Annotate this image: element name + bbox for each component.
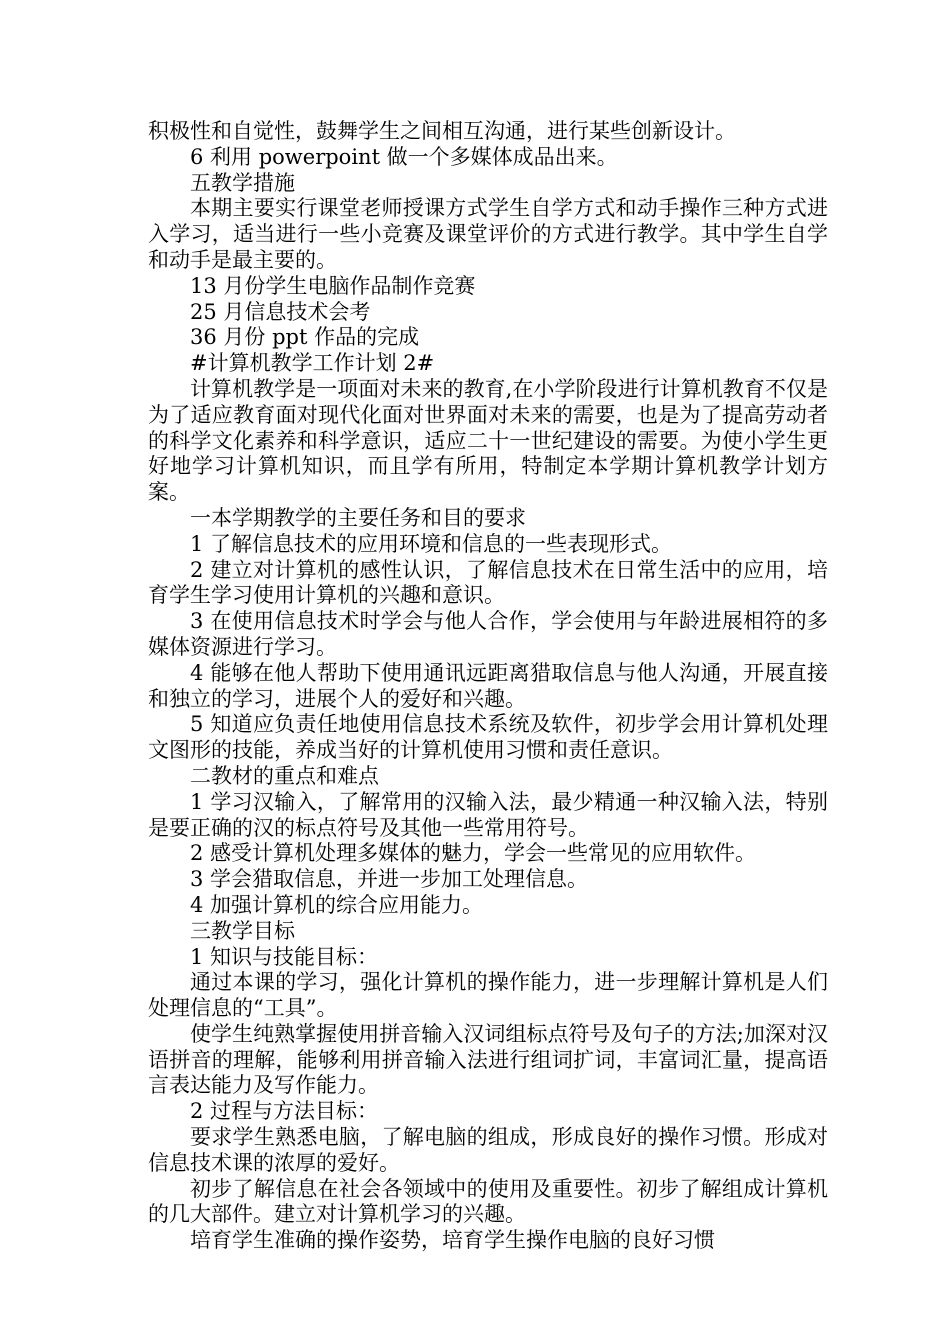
- section-heading: 一本学期教学的主要任务和目的要求: [190, 505, 526, 530]
- paragraph: 6 利用 powerpoint 做一个多媒体成品出来。: [190, 144, 618, 169]
- document-body: [148, 119, 828, 1254]
- list-item: 3 学会猎取信息，并进一步加工处理信息。: [190, 867, 589, 892]
- list-item: 2 建立对计算机的感性认识，了解信息技术在日常生活中的应用，培育学生学习使用计算机的兴趣和意识。: [148, 557, 828, 608]
- list-item: 5 知道应负责任地使用信息技术系统及软件，初步学会用计算机处理文图形的技能，养成当好的计算机使用习惯和责任意识。: [148, 712, 828, 763]
- paragraph: 积极性和自觉性，鼓舞学生之间相互沟通，进行某些创新设计。: [148, 119, 736, 143]
- paragraph: 通过本课的学习，强化计算机的操作能力，进一步理解计算机是人们处理信息的“工具”。: [148, 970, 828, 1021]
- section-heading: #计算机教学工作计划 2#: [190, 351, 435, 376]
- list-item: 25 月信息技术会考: [190, 299, 371, 324]
- list-item: 4 加强计算机的综合应用能力。: [190, 892, 484, 917]
- list-item: 36 月份 ppt 作品的完成: [190, 325, 420, 350]
- list-item: 1 了解信息技术的应用环境和信息的一些表现形式。: [190, 531, 673, 556]
- section-heading: 五教学措施: [190, 170, 295, 195]
- list-item: 13 月份学生电脑作品制作竞赛: [190, 273, 476, 298]
- list-item: 3 在使用信息技术时学会与他人合作，学会使用与年龄进展相符的多媒体资源进行学习。: [148, 609, 828, 659]
- section-heading: 三教学目标: [190, 918, 295, 943]
- paragraph: 计算机教学是一项面对未来的教育,在小学阶段进行计算机教育不仅是为了适应教育面对现代化面对世界面对未来的需要，也是为了提高劳动者的科学文化素养和科学意识，适应二十一世纪建设的需要。为使小学生更好地学习计算机知识，而且学有所用，特制定本学期计算机教学计划方案。: [148, 376, 828, 505]
- paragraph: 要求学生熟悉电脑，了解电脑的组成，形成良好的操作习惯。形成对信息技术课的浓厚的爱好。: [148, 1125, 828, 1175]
- section-heading: 二教材的重点和难点: [190, 763, 379, 788]
- sub-heading: 2 过程与方法目标：: [190, 1099, 379, 1124]
- sub-heading: 1 知识与技能目标：: [190, 944, 379, 969]
- paragraph: 使学生纯熟掌握使用拼音输入汉词组标点符号及句子的方法;加深对汉语拼音的理解，能够利用拼音输入法进行组词扩词，丰富词汇量，提高语言表达能力及写作能力。: [148, 1021, 828, 1098]
- list-item: 4 能够在他人帮助下使用通讯远距离猎取信息与他人沟通，开展直接和独立的学习，进展个人的爱好和兴趣。: [148, 660, 828, 711]
- paragraph: 培育学生准确的操作姿势，培育学生操作电脑的良好习惯: [190, 1228, 715, 1253]
- paragraph: 本期主要实行课堂老师授课方式学生自学方式和动手操作三种方式进入学习，适当进行一些小竞赛及课堂评价的方式进行教学。其中学生自学和动手是最主要的。: [148, 196, 828, 272]
- list-item: 1 学习汉输入，了解常用的汉输入法，最少精通一种汉输入法，特别是要正确的汉的标点符号及其他一些常用符号。: [148, 789, 828, 840]
- paragraph: 初步了解信息在社会各领域中的使用及重要性。初步了解组成计算机的几大部件。建立对计算机学习的兴趣。: [148, 1176, 828, 1227]
- list-item: 2 感受计算机处理多媒体的魅力，学会一些常见的应用软件。: [190, 841, 757, 866]
